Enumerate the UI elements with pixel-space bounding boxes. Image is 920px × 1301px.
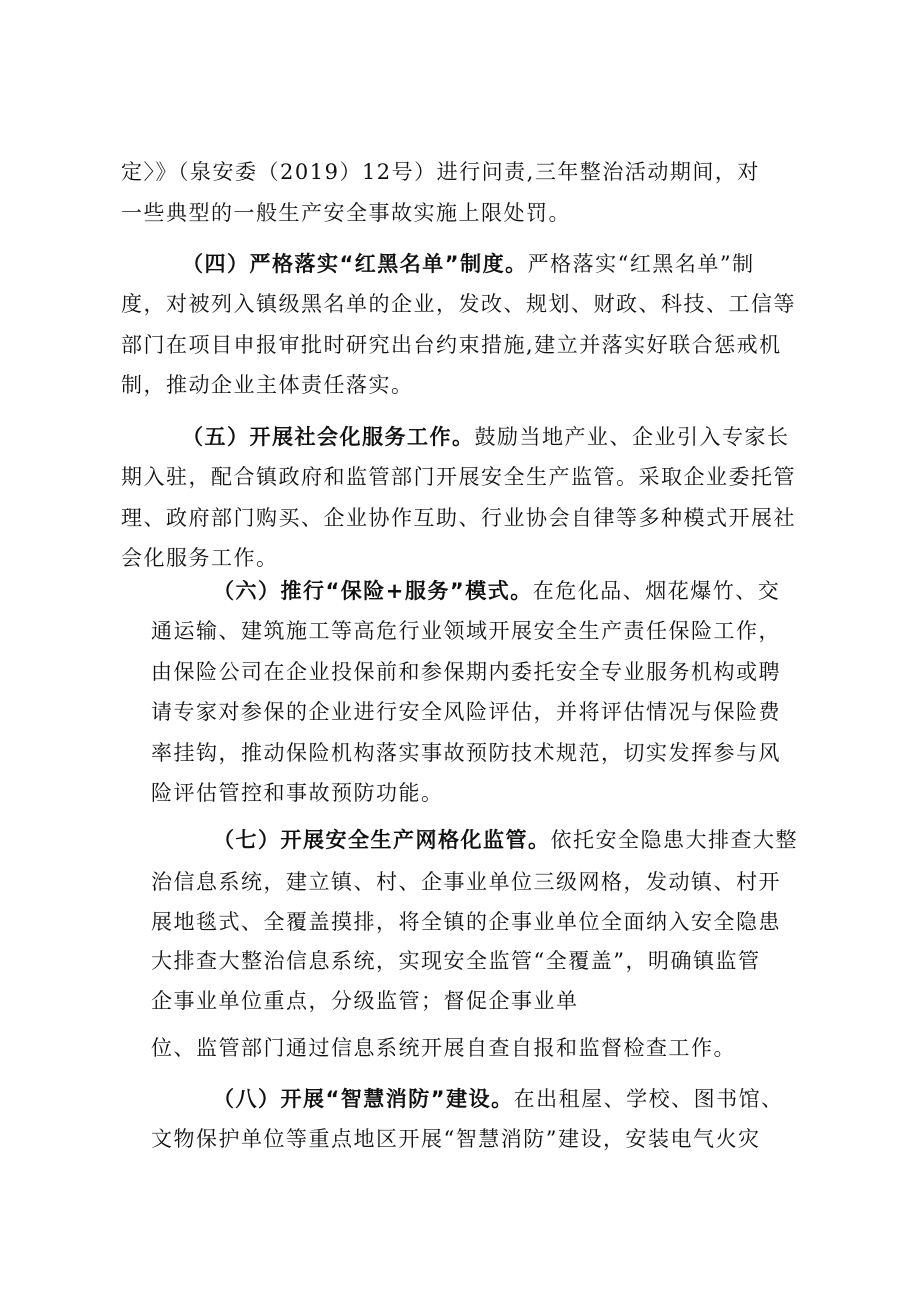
section-heading: （六）推行“保险+服务”模式。	[213, 579, 533, 603]
paragraph-line: 请专家对参保的企业进行安全风险评估，并将评估情况与保险费	[151, 700, 781, 724]
paragraph-text: 依托安全隐患大排查大整	[550, 828, 798, 852]
section-heading: （四）严格落实“红黑名单”制度。	[182, 252, 528, 276]
paragraph-line: 定〉》（泉安委（2019）12号）进行问责,三年整治活动期间，对	[121, 160, 760, 184]
paragraph-line: 度，对被列入镇级黑名单的企业，发改、规划、财政、科技、工信等	[121, 292, 796, 316]
paragraph-first-line	[182, 423, 790, 451]
paragraph-line: 期入驻，配合镇政府和监管部门开展安全生产监管。采取企业委托管	[121, 465, 796, 489]
section-heading: （八）开展“智慧消防”建设。	[213, 1087, 514, 1111]
paragraph-line: 展地毯式、全覆盖摸排，将全镇的企事业单位全面纳入安全隐患	[151, 910, 781, 934]
paragraph-text: 在出租屋、学校、图书馆、	[513, 1087, 784, 1111]
paragraph-first-line	[182, 250, 755, 278]
paragraph-line: 通运输、建筑施工等高危行业领域开展安全生产责任保险工作，	[151, 619, 781, 643]
paragraph-line: 一些典型的一般生产安全事故实施上限处罚。	[121, 201, 571, 225]
paragraph-text: 在危化品、烟花爆竹、交	[532, 579, 781, 603]
paragraph-text: 鼓励当地产业、企业引入专家长	[474, 425, 790, 449]
paragraph-line: 大排查大整治信息系统，实现安全监管“全覆盖”，明确镇监管	[151, 949, 761, 973]
paragraph-first-line	[213, 826, 798, 854]
paragraph-first-line	[213, 577, 780, 605]
paragraph-line: 位、监管部门通过信息系统开展自查自报和监督检查工作。	[151, 1036, 736, 1060]
paragraph-line: 文物保护单位等重点地区开展“智慧消防”建设，安装电气火灾	[151, 1127, 761, 1151]
paragraph-line: 制，推动企业主体责任落实。	[121, 373, 414, 397]
paragraph-line: 部门在项目申报审批时研究出台约束措施,建立并落实好联合惩戒机	[121, 333, 782, 357]
paragraph-line: 率挂钩，推动保险机构落实事故预防技术规范，切实发挥参与风	[151, 741, 781, 765]
paragraph-line: 险评估管控和事故预防功能。	[151, 781, 444, 805]
paragraph-line: 由保险公司在企业投保前和参保期内委托安全专业服务机构或聘	[151, 660, 781, 684]
paragraph-first-line	[213, 1085, 784, 1113]
paragraph-line: 企事业单位重点，分级监管；督促企事业单	[151, 989, 579, 1013]
paragraph-line: 理、政府部门购买、企业协作互助、行业协会自律等多种模式开展社	[121, 506, 796, 530]
section-heading: （七）开展安全生产网格化监管。	[213, 828, 551, 852]
section-heading: （五）开展社会化服务工作。	[182, 425, 475, 449]
paragraph-line: 治信息系统，建立镇、村、企事业单位三级网格，发动镇、村开	[151, 870, 781, 894]
paragraph-line: 会化服务工作。	[121, 546, 279, 570]
paragraph-text: 严格落实“红黑名单”制	[527, 252, 755, 276]
